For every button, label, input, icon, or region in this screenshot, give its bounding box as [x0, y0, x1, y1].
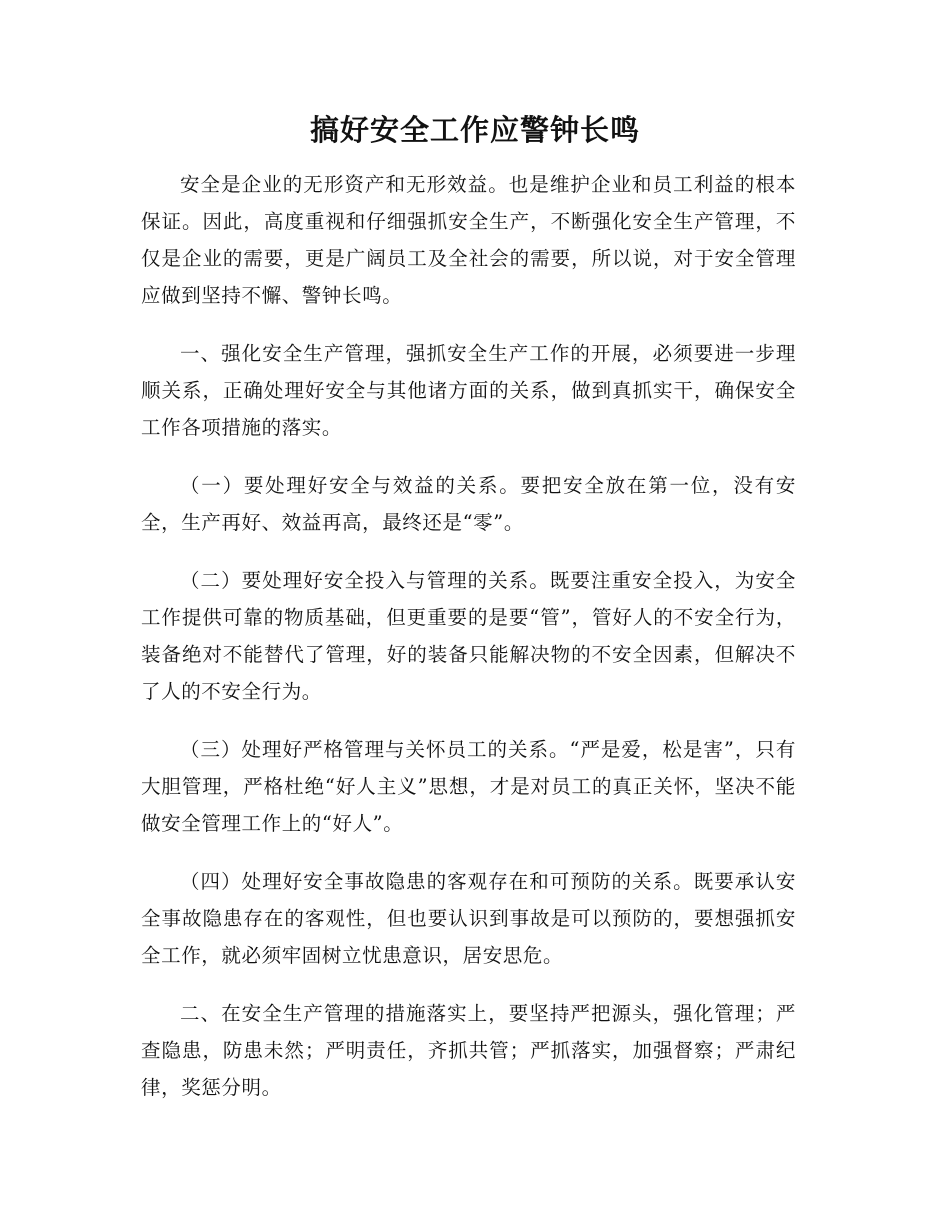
document-title: 搞好安全工作应警钟长鸣 — [309, 113, 640, 147]
item-two-paragraph: （二）要处理好安全投入与管理的关系。既要注重安全投入，为安全工作提供可靠的物质基础，但更重要的是要“管”，管好人的不安全行为，装备绝对不能替代了管理，好的装备只能解决物的不安全因素，但解决不了人的不安全行为。 — [141, 569, 796, 703]
section-one-paragraph: 一、强化安全生产管理，强抓安全生产工作的开展，必须要进一步理顺关系，正确处理好安全与其他诸方面的关系，做到真抓实干，确保安全工作各项措施的落实。 — [141, 342, 796, 439]
document-body — [141, 166, 796, 1127]
intro-paragraph: 安全是企业的无形资产和无形效益。也是维护企业和员工利益的根本保证。因此，高度重视和仔细强抓安全生产，不断强化安全生产管理，不仅是企业的需要，更是广阔员工及全社会的需要，所以说，对于安全管理应做到坚持不懈、警钟长鸣。 — [141, 173, 796, 307]
item-three-paragraph: （三）处理好严格管理与关怀员工的关系。“严是爱，松是害”，只有大胆管理，严格杜绝“好人主义”思想，才是对员工的真正关怀，坚决不能做安全管理工作上的“好人”。 — [141, 738, 796, 835]
item-one-paragraph: （一）要处理好安全与效益的关系。要把安全放在第一位，没有安全，生产再好、效益再高，最终还是“零”。 — [141, 474, 796, 534]
item-four-paragraph: （四）处理好安全事故隐患的客观存在和可预防的关系。既要承认安全事故隐患存在的客观性，但也要认识到事故是可以预防的，要想强抓安全工作，就必须牢固树立忧患意识，居安思危。 — [141, 870, 796, 967]
section-two-paragraph: 二、在安全生产管理的措施落实上，要坚持严把源头，强化管理；严查隐患，防患未然；严明责任，齐抓共管；严抓落实，加强督察；严肃纪律，奖惩分明。 — [141, 1002, 796, 1099]
